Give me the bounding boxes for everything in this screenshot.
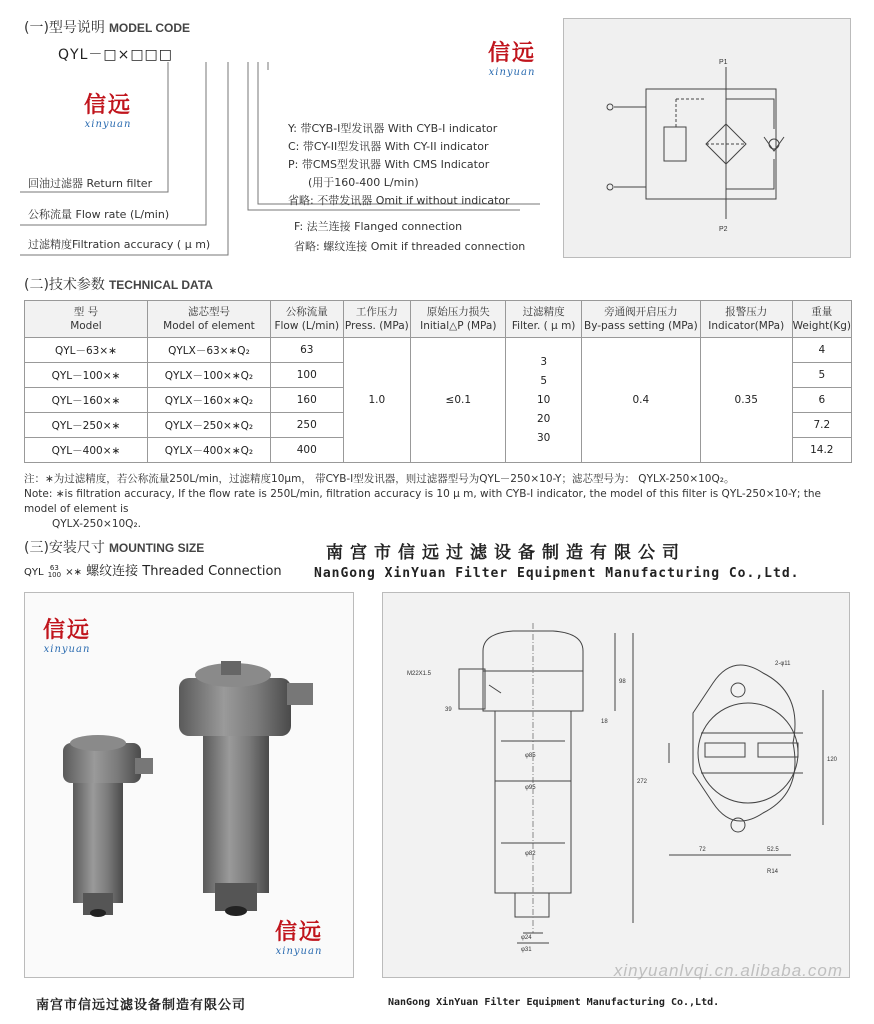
cell-initial-dp: ≤0.1 xyxy=(411,338,506,463)
model-code-pattern: QYL－□×□□□ xyxy=(58,47,174,63)
indicator-options: Y: 带CYB-I型发讯器 With CYB-I indicator C: 带CY-II型发讯器 With CY-II indicator P: 带CMS型发讯器 With CMS Indicator (用于160-400 L/min) 省略: 不带发讯器 Omit if without indicator xyxy=(288,122,510,207)
technical-data-title: (二)技术参数 TECHNICAL DATA xyxy=(24,277,213,293)
dim-98: 98 xyxy=(619,679,626,685)
header-flow: 公称流量 Flow (L/min) xyxy=(271,301,344,338)
table-row: QYL－100×∗ QYLX－100×∗Q₂ 100 5 xyxy=(25,363,852,388)
technical-note: 注：∗为过滤精度，若公称流量250L/min，过滤精度10μm， 带CYB-I型发讯器，则过滤器型号为QYL－250×10-Y；滤芯型号为： QYLX-250×10Q₂。 Note: ∗is filtration accuracy, If the flow rate is 250L/min, filtration accuracy is 10 μ m, with CYB-I indicator, the model of this filter is QYL-250×10-Y; the model of element is QYLX-250×10Q₂. xyxy=(24,473,821,530)
table-header-row xyxy=(25,301,852,338)
header-bypass: 旁通阀开启压力 By-pass setting (MPa) xyxy=(581,301,700,338)
header-weight: 重量 Weight(Kg) xyxy=(792,301,851,338)
watermark: xinyuanlvqi.cn.alibaba.com xyxy=(613,961,843,980)
dim-phi31: φ31 xyxy=(521,947,532,953)
table-row: QYL－63×∗ QYLX－63×∗Q₂ 63 1.0 ≤0.1 3 5 10 20 30 0.4 0.35 4 xyxy=(25,338,852,363)
hydraulic-schematic xyxy=(563,18,851,258)
technical-drawing xyxy=(382,592,850,978)
schematic-p1-label: P1 xyxy=(719,59,728,66)
dim-phi82: φ82 xyxy=(525,851,536,857)
dim-272: 272 xyxy=(637,779,648,785)
footer-company-cn: 南宫市信远过滤设备制造有限公司 xyxy=(36,998,247,1013)
brand-logo-photo-bottom: 信远 xinyuan xyxy=(275,919,324,957)
table-row: QYL－400×∗ QYLX－400×∗Q₂ 400 14.2 xyxy=(25,438,852,463)
dim-phi95: φ95 xyxy=(525,785,536,791)
left-item-flow-rate: 公称流量 Flow rate (L/min) xyxy=(28,208,170,221)
dim-39: 39 xyxy=(445,707,452,713)
header-indicator: 报警压力 Indicator(MPa) xyxy=(700,301,792,338)
brand-logo-top: 信远 xinyuan xyxy=(488,40,537,78)
header-filter: 过滤精度 Filter. ( μ m) xyxy=(506,301,581,338)
dim-120: 120 xyxy=(827,757,838,763)
dim-m22: M22X1.5 xyxy=(407,671,432,677)
mounting-subtitle: QYL 63 100 ×∗ 螺纹连接 Threaded Connection xyxy=(24,563,282,579)
header-model: 型 号 Model xyxy=(25,301,148,338)
brand-logo-left: 信远 xinyuan xyxy=(84,92,133,130)
footer-company-en: NanGong XinYuan Filter Equipment Manufacturing Co.,Ltd. xyxy=(388,997,720,1008)
table-row: QYL－250×∗ QYLX－250×∗Q₂ 250 7.2 xyxy=(25,413,852,438)
cell-press: 1.0 xyxy=(343,338,411,463)
schematic-p2-label: P2 xyxy=(719,226,728,233)
dim-18: 18 xyxy=(601,719,608,725)
connection-options: F: 法兰连接 Flanged connection 省略: 螺纹连接 Omit if threaded connection xyxy=(294,220,526,253)
brand-logo-photo: 信远 xinyuan xyxy=(43,617,92,655)
dim-r14: R14 xyxy=(767,869,779,875)
cell-indicator: 0.35 xyxy=(700,338,792,463)
cell-bypass: 0.4 xyxy=(581,338,700,463)
mounting-title: (三)安装尺寸 MOUNTING SIZE xyxy=(24,540,205,556)
technical-data-table xyxy=(24,300,852,463)
left-item-return-filter: 回油过滤器 Return filter xyxy=(28,177,153,190)
header-element: 滤芯型号 Model of element xyxy=(147,301,270,338)
company-name-cn: 南宫市信远过滤设备制造有限公司 xyxy=(326,543,686,563)
product-photo xyxy=(24,592,354,978)
left-item-filtration: 过滤精度Filtration accuracy ( μ m) xyxy=(28,238,211,251)
table-row: QYL－160×∗ QYLX－160×∗Q₂ 160 6 xyxy=(25,388,852,413)
model-code-title: (一)型号说明 MODEL CODE xyxy=(24,20,191,36)
dim-phi24: φ24 xyxy=(521,935,532,941)
header-initial-dp: 原始压力损失 Initial△P (MPa) xyxy=(411,301,506,338)
company-name-en: NanGong XinYuan Filter Equipment Manufacturing Co.,Ltd. xyxy=(314,566,800,581)
header-press: 工作压力 Press. (MPa) xyxy=(343,301,411,338)
dim-holes: 2-φ11 xyxy=(775,661,791,667)
cell-filter-values: 3 5 10 20 30 xyxy=(506,338,581,463)
dim-72: 72 xyxy=(699,847,706,853)
dim-phi85: φ85 xyxy=(525,753,536,759)
dim-52-5: 52.5 xyxy=(767,847,779,853)
